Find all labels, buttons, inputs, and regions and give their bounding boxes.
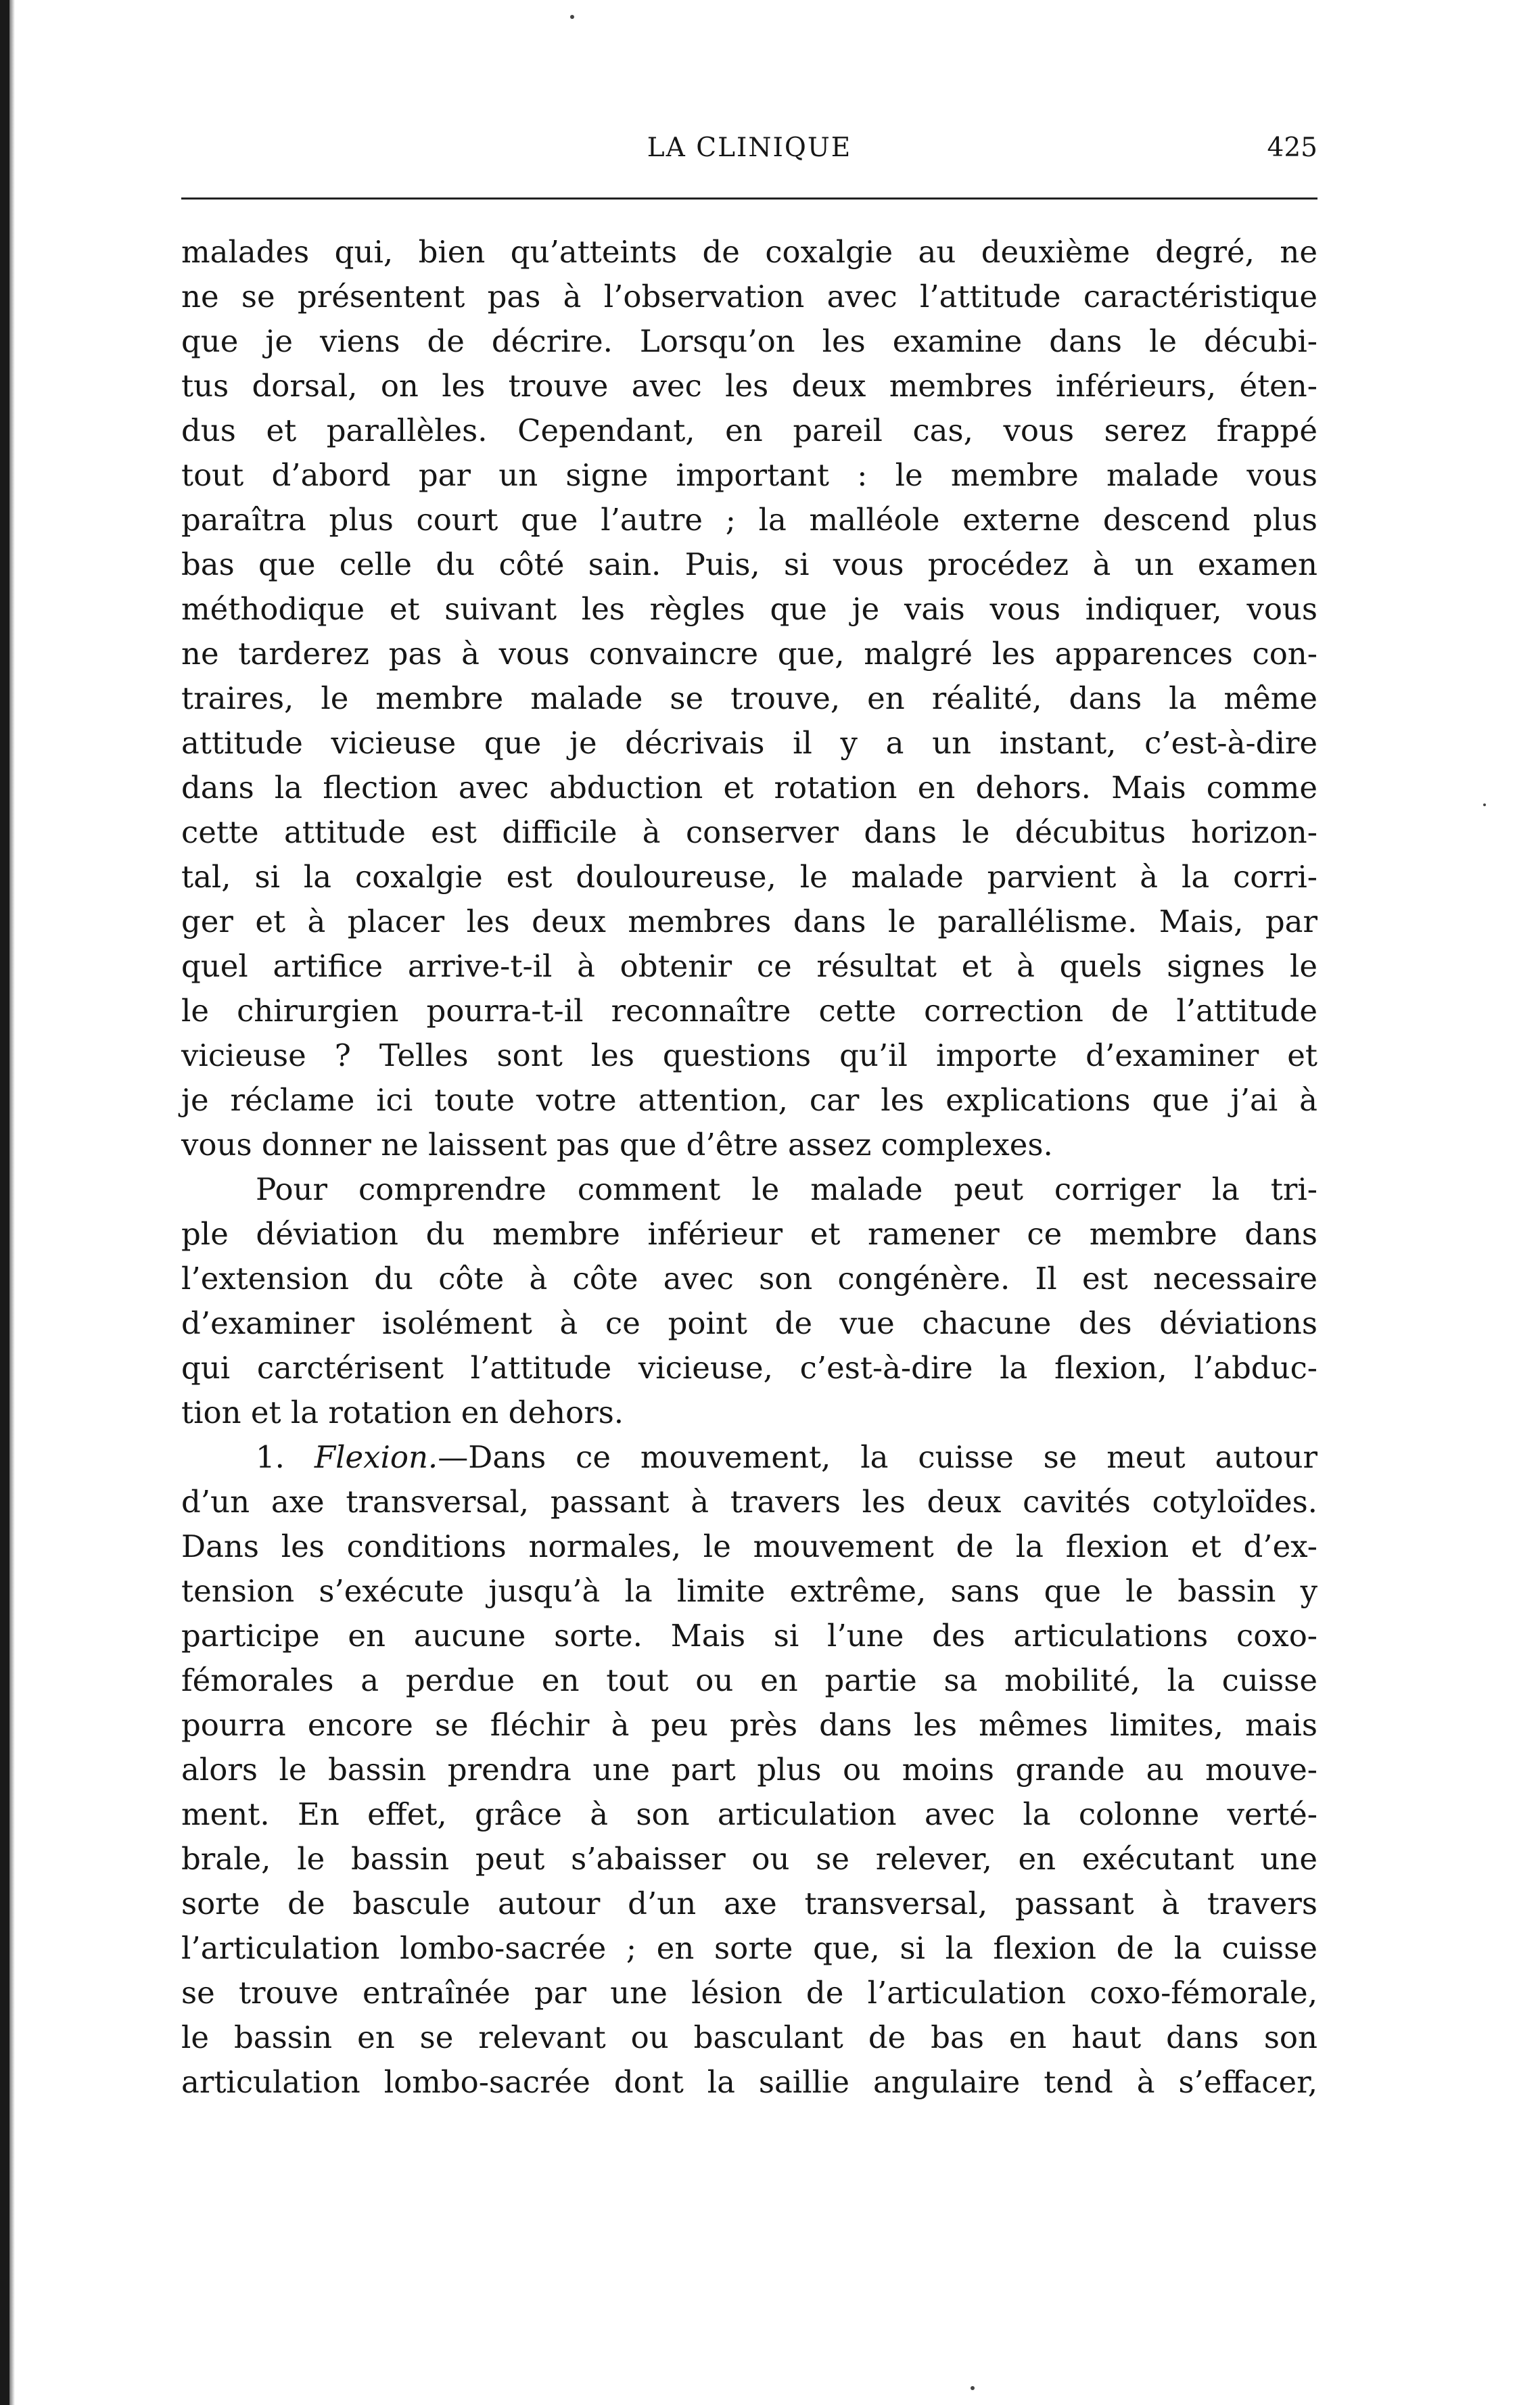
text-line: dans la flection avec abduction et rotation en dehors. Mais comme xyxy=(181,770,1317,805)
text-line: je réclame ici toute votre attention, car les explications que j’ai à xyxy=(181,1082,1317,1118)
text-line: ne tarderez pas à vous convaincre que, malgré les apparences con- xyxy=(181,636,1317,672)
text-line: le bassin en se relevant ou basculant de bas en haut dans son xyxy=(181,2019,1317,2055)
text-line: ment. En effet, grâce à son articulation avec la colonne verté- xyxy=(181,1796,1317,1832)
text-line: paraîtra plus court que l’autre ; la malléole externe descend plus xyxy=(181,502,1317,538)
text-line: le chirurgien pourra-t-il reconnaître cette correction de l’attitude xyxy=(181,993,1317,1029)
scan-speck xyxy=(971,2386,975,2390)
text-line: participe en aucune sorte. Mais si l’une des articulations coxo- xyxy=(181,1618,1317,1654)
text-line: quel artifice arrive-t-il à obtenir ce résultat et à quels signes le xyxy=(181,948,1317,984)
flexion-heading-line xyxy=(181,1435,1317,1480)
section-number: 1. xyxy=(256,1439,285,1475)
section-term: Flexion. xyxy=(314,1439,438,1475)
text-line: tion et la rotation en dehors. xyxy=(181,1395,624,1430)
scan-edge-shadow xyxy=(9,0,15,2405)
text-line: alors le bassin prendra une part plus ou moins grande au mouve- xyxy=(181,1752,1317,1788)
text-line: dus et parallèles. Cependant, en pareil cas, vous serez frappé xyxy=(181,413,1317,448)
text-line: ne se présentent pas à l’observation avec l’attitude caractéristique xyxy=(181,279,1317,314)
text-line: tal, si la coxalgie est douloureuse, le malade parvient à la corri- xyxy=(181,859,1317,895)
text-line: tus dorsal, on les trouve avec les deux membres inférieurs, éten- xyxy=(181,368,1317,404)
text-line: tension s’exécute jusqu’à la limite extrême, sans que le bassin y xyxy=(181,1573,1317,1609)
text-line: l’articulation lombo-sacrée ; en sorte que, si la flexion de la cuisse xyxy=(181,1930,1317,1966)
text-line: pourra encore se fléchir à peu près dans les mêmes limites, mais xyxy=(181,1707,1317,1743)
text-line: Dans ce mouvement, la cuisse se meut autour xyxy=(468,1439,1317,1475)
text-line: tout d’abord par un signe important : le membre malade vous xyxy=(181,457,1317,493)
text-line: brale, le bassin peut s’abaisser ou se relever, en exécutant une xyxy=(181,1841,1317,1877)
text-line: vous donner ne laissent pas que d’être assez complexes. xyxy=(181,1127,1053,1163)
scan-speck xyxy=(1483,803,1486,806)
text-line: attitude vicieuse que je décrivais il y a un instant, c’est-à-dire xyxy=(181,725,1317,761)
em-dash: — xyxy=(438,1439,469,1475)
text-line: Dans les conditions normales, le mouvement de la flexion et d’ex- xyxy=(181,1528,1317,1564)
text-line: malades qui, bien qu’atteints de coxalgie au deuxième degré, ne xyxy=(181,234,1317,270)
text-line: d’un axe transversal, passant à travers les deux cavités cotyloïdes. xyxy=(181,1484,1317,1520)
text-line: d’examiner isolément à ce point de vue chacune des déviations xyxy=(181,1305,1317,1341)
text-line: que je viens de décrire. Lorsqu’on les examine dans le décubi- xyxy=(181,323,1317,359)
text-line: fémorales a perdue en tout ou en partie sa mobilité, la cuisse xyxy=(181,1662,1317,1698)
scan-binding-edge xyxy=(0,0,9,2405)
text-line: Pour comprendre comment le malade peut corriger la tri- xyxy=(256,1171,1317,1207)
text-line: se trouve entraînée par une lésion de l’articulation coxo-fémorale, xyxy=(181,1975,1317,2011)
header-rule xyxy=(181,197,1317,200)
text-line: bas que celle du côté sain. Puis, si vous procédez à un examen xyxy=(181,546,1317,582)
text-line: qui carctérisent l’attitude vicieuse, c’est-à-dire la flexion, l’abduc- xyxy=(181,1350,1317,1386)
text-line: méthodique et suivant les règles que je vais vous indiquer, vous xyxy=(181,591,1317,627)
body-text xyxy=(181,230,1317,2105)
text-line: vicieuse ? Telles sont les questions qu’il importe d’examiner et xyxy=(181,1037,1317,1073)
running-title: LA CLINIQUE xyxy=(647,133,852,163)
running-head xyxy=(181,133,1317,173)
scan-speck xyxy=(570,15,574,19)
text-line: cette attitude est difficile à conserver dans le décubitus horizon- xyxy=(181,814,1317,850)
text-line: ger et à placer les deux membres dans le parallélisme. Mais, par xyxy=(181,904,1317,939)
page-number: 425 xyxy=(1267,133,1317,163)
text-line: l’extension du côte à côte avec son congénère. Il est necessaire xyxy=(181,1261,1317,1297)
text-line: sorte de bascule autour d’un axe transversal, passant à travers xyxy=(181,1886,1317,1921)
text-line: traires, le membre malade se trouve, en réalité, dans la même xyxy=(181,680,1317,716)
text-line: ple déviation du membre inférieur et ramener ce membre dans xyxy=(181,1216,1317,1252)
text-line: articulation lombo-sacrée dont la saillie angulaire tend à s’effacer, xyxy=(181,2064,1317,2100)
